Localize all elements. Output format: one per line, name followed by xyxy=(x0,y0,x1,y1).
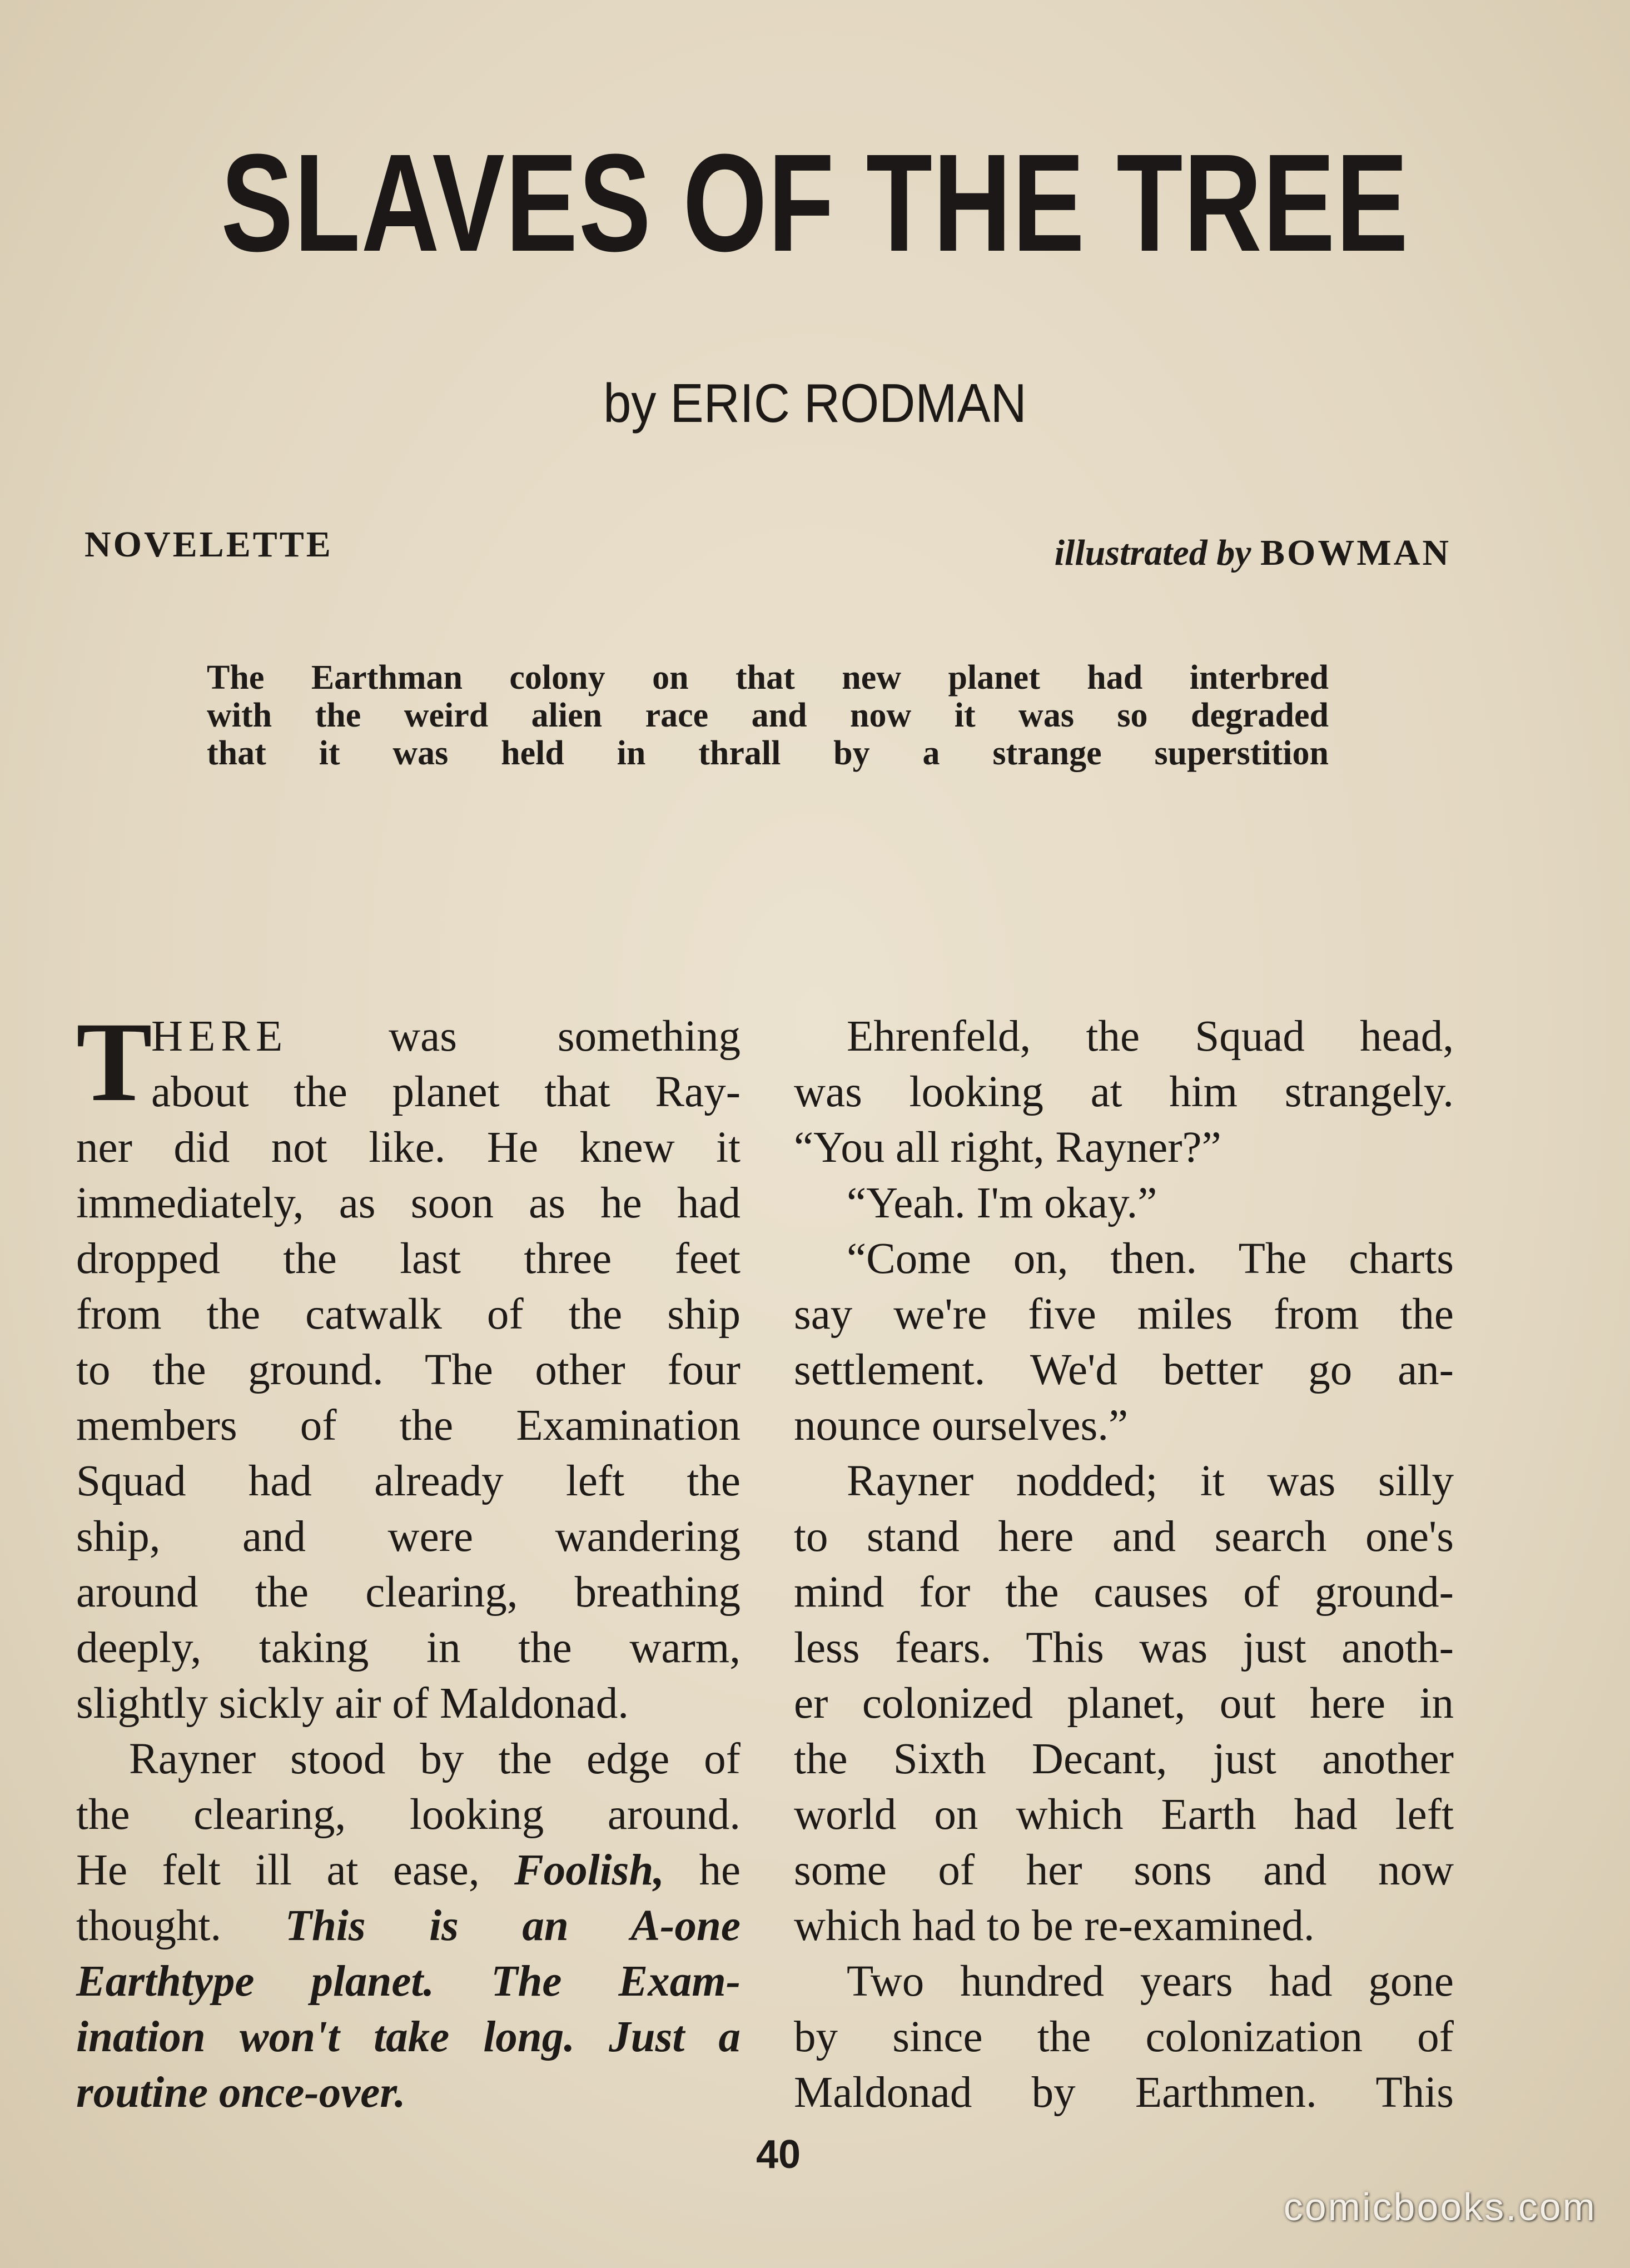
story-title: SLAVES OF THE TREE xyxy=(221,125,1409,280)
illustrator-prefix: illustrated by xyxy=(1054,533,1251,573)
text-line: er colonized planet, out here in xyxy=(794,1679,1454,1728)
text-line: “You all right, Rayner?” xyxy=(794,1123,1221,1172)
text-line: by since the colonization of xyxy=(794,2013,1454,2061)
page-number: 40 xyxy=(756,2132,801,2177)
blurb-line: The Earthman colony on that new planet had interbred xyxy=(207,659,1329,697)
text-line: world on which Earth had left xyxy=(794,1790,1454,1839)
opening-paragraph xyxy=(76,999,741,1125)
text-line: was looking at him strangely. xyxy=(794,1068,1454,1116)
text-line: slightly sickly air of Maldonad. xyxy=(76,1679,629,1728)
text-line: Rayner nodded; it was silly xyxy=(847,1457,1454,1505)
text-line: dropped the last three feet xyxy=(76,1235,741,1283)
text-line: “Yeah. I'm okay.” xyxy=(847,1179,1157,1227)
text-line: ner did not like. He knew it xyxy=(76,1123,741,1172)
text-line: around the clearing, breathing xyxy=(76,1568,741,1617)
text-line: the Sixth Decant, just another xyxy=(794,1735,1454,1783)
text-line: to stand here and search one's xyxy=(794,1513,1454,1561)
text-line: Maldonad by Earthmen. This xyxy=(794,2068,1454,2117)
illustrator-name: BOWMAN xyxy=(1260,533,1451,573)
text-line: say we're five miles from the xyxy=(794,1290,1454,1339)
text-line: immediately, as soon as he had xyxy=(76,1179,741,1227)
author-byline: by ERIC RODMAN xyxy=(603,372,1027,434)
text-line: less fears. This was just anoth- xyxy=(794,1624,1454,1672)
site-watermark: comicbooks.com xyxy=(1283,2185,1597,2229)
text-line: to the ground. The other four xyxy=(76,1346,741,1394)
text-line: routine once-over. xyxy=(76,2068,406,2117)
text-line: He felt ill at ease, Foolish, he xyxy=(76,1846,741,1894)
text-line: members of the Examination xyxy=(76,1401,741,1450)
drop-cap: T xyxy=(76,999,152,1125)
text-column-right xyxy=(794,1009,1454,2121)
text-line: from the catwalk of the ship xyxy=(76,1290,741,1339)
section-label: NOVELETTE xyxy=(85,524,333,565)
text-line: Ehrenfeld, the Squad head, xyxy=(847,1012,1454,1061)
text-line: settlement. We'd better go an- xyxy=(794,1346,1454,1394)
text-line: the clearing, looking around. xyxy=(76,1790,741,1839)
blurb-line: with the weird alien race and now it was so degraded xyxy=(207,697,1329,734)
text-line: Earthtype planet. The Exam- xyxy=(76,1957,741,2006)
illustrator-credit xyxy=(784,531,1451,575)
text-line: “Come on, then. The charts xyxy=(847,1235,1454,1283)
first-word-caps: HERE xyxy=(151,1012,289,1061)
text-line: HERE was something xyxy=(151,1012,741,1061)
text-line: ship, and were wandering xyxy=(76,1513,741,1561)
text-line: mind for the causes of ground- xyxy=(794,1568,1454,1617)
text-column-left xyxy=(76,999,741,2121)
story-blurb xyxy=(207,659,1329,772)
text-line: deeply, taking in the warm, xyxy=(76,1624,741,1672)
blurb-line: that it was held in thrall by a strange superstition xyxy=(207,734,1329,772)
text-line: thought. This is an A-one xyxy=(76,1902,741,1950)
text-line: Rayner stood by the edge of xyxy=(129,1735,741,1783)
text-line: Squad had already left the xyxy=(76,1457,741,1505)
text-line: some of her sons and now xyxy=(794,1846,1454,1894)
text-line: nounce ourselves.” xyxy=(794,1401,1129,1450)
text-line: Two hundred years had gone xyxy=(847,1957,1454,2006)
text-line: which had to be re-examined. xyxy=(794,1902,1315,1950)
text-line: ination won't take long. Just a xyxy=(76,2013,741,2061)
text-line: about the planet that Ray- xyxy=(151,1068,741,1116)
